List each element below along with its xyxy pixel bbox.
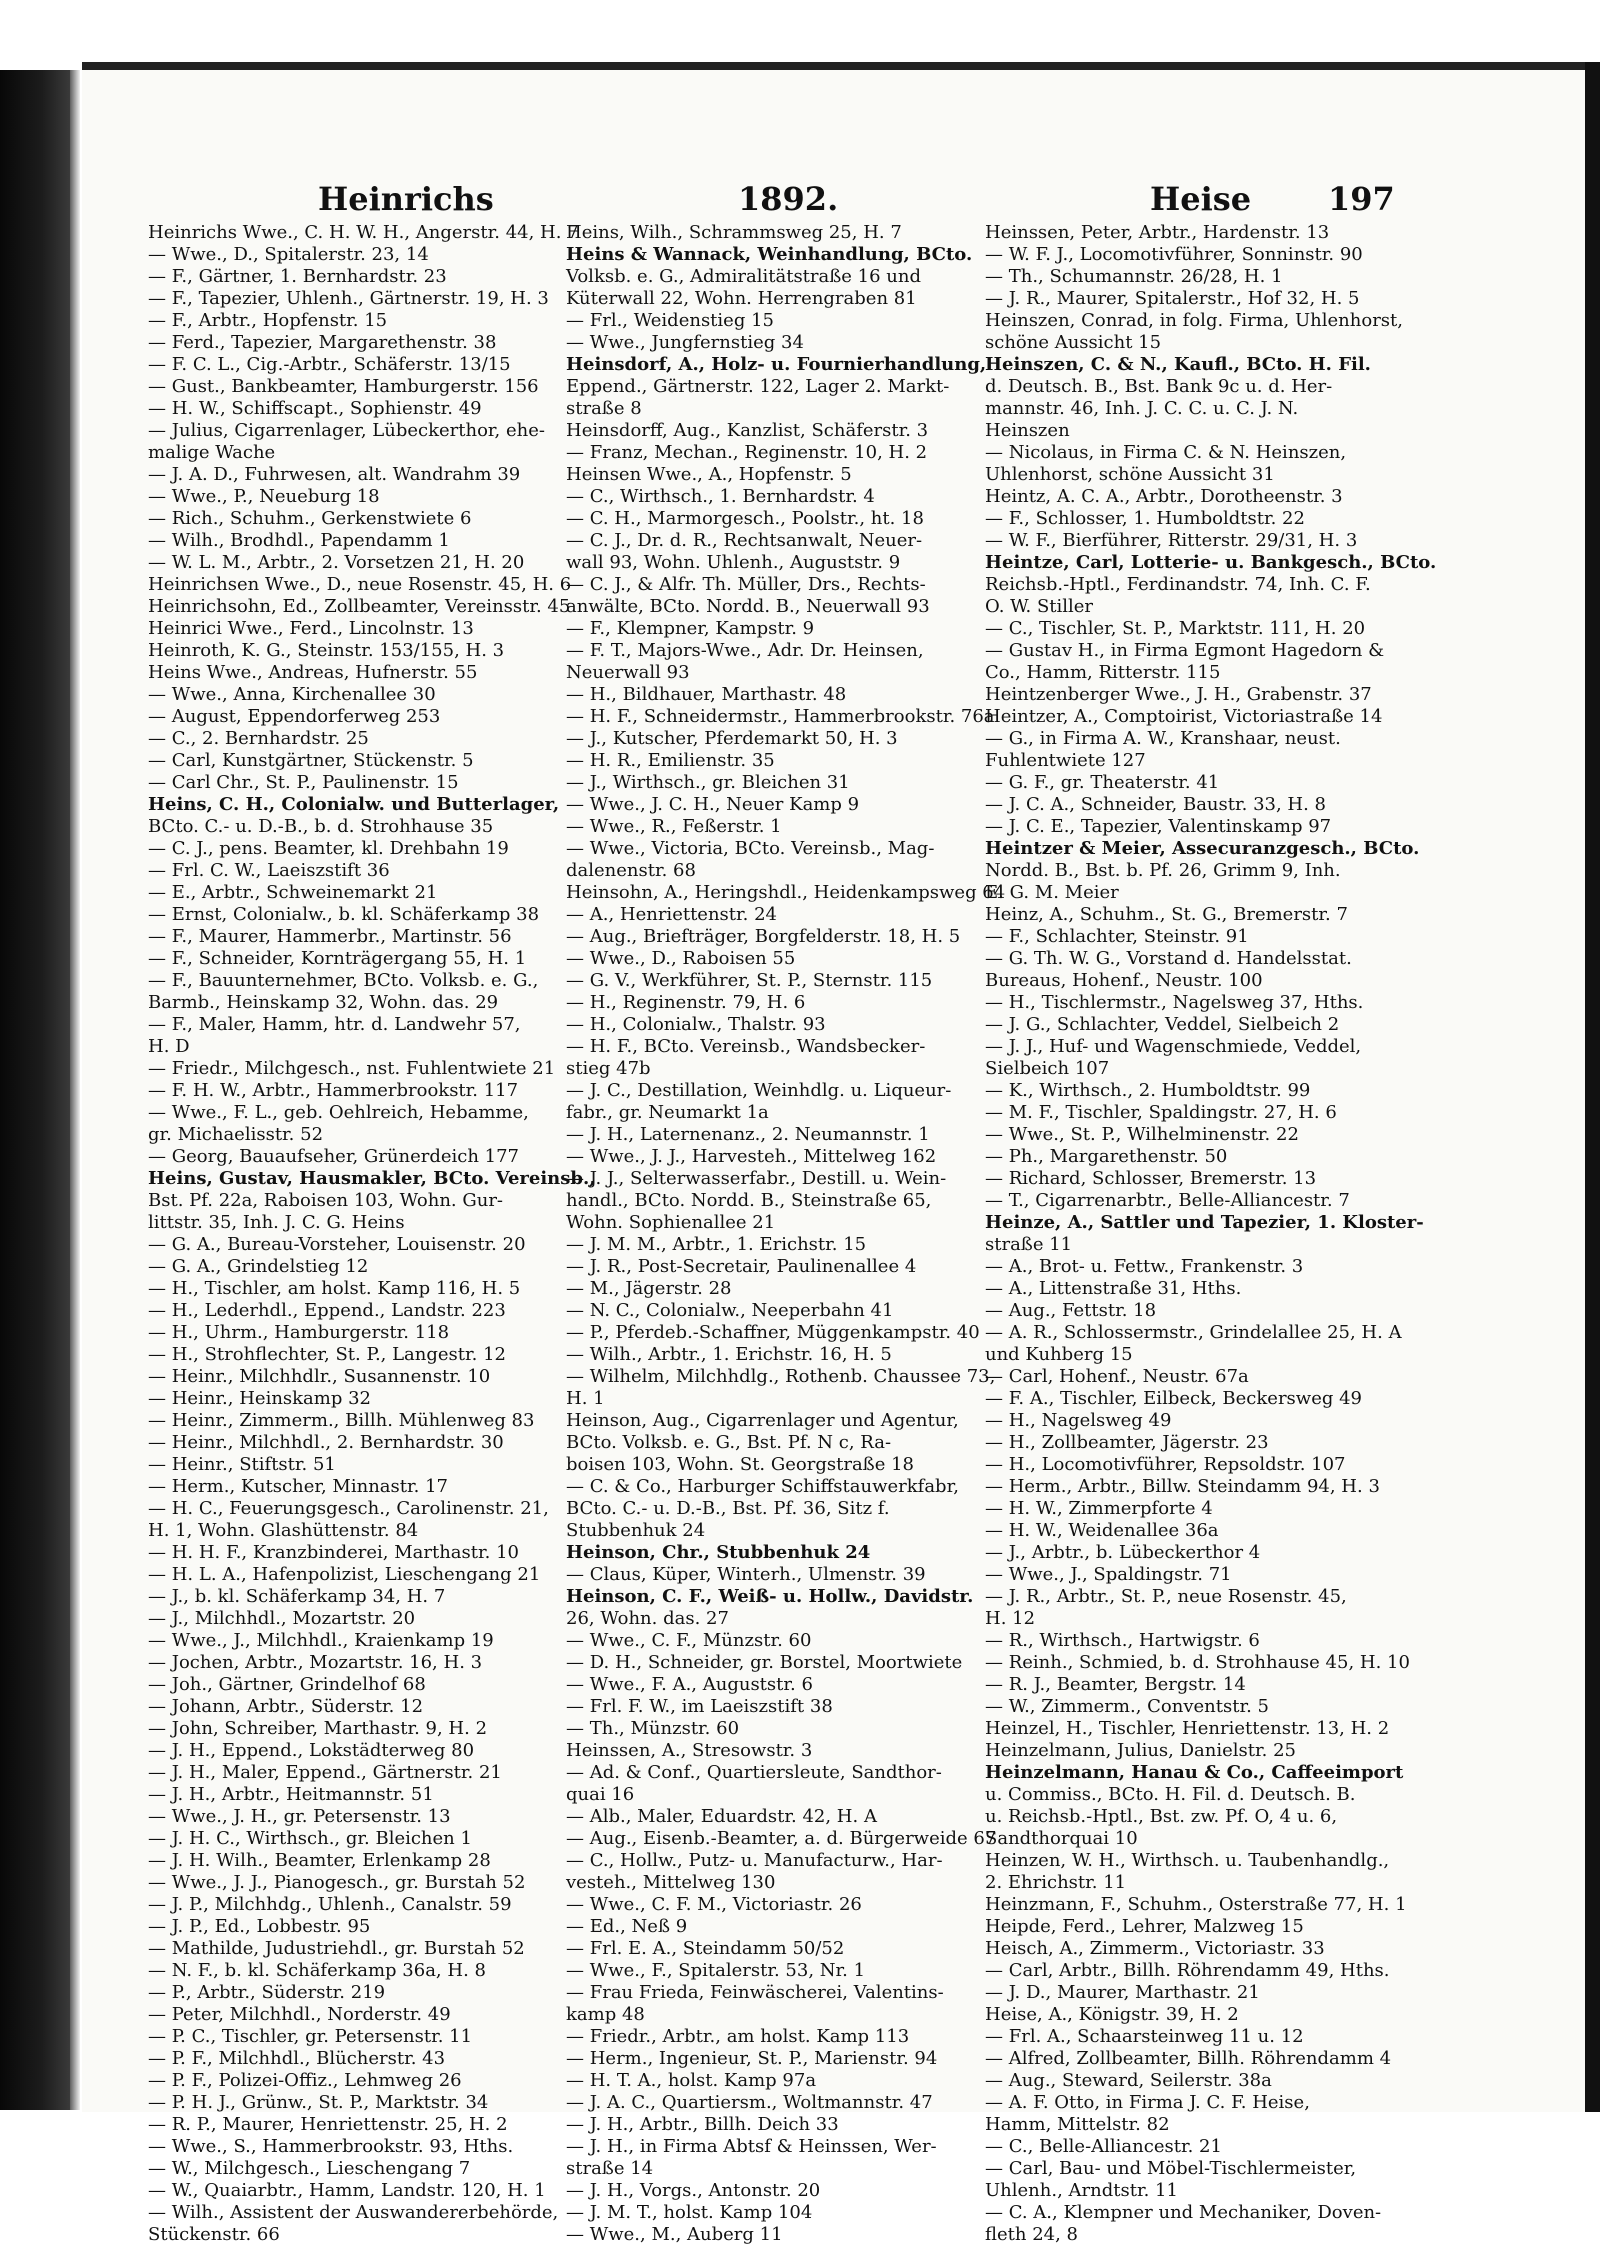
directory-entry-line: — Richard, Schlosser, Bremerstr. 13 (985, 1168, 1317, 1189)
directory-entry-line: Heinsohn, A., Heringshdl., Heidenkampsweg 64 (566, 882, 1006, 903)
directory-entry-line: — J., Milchhdl., Mozartstr. 20 (148, 1608, 416, 1629)
directory-entry-line: Küterwall 22, Wohn. Herrengraben 81 (566, 288, 917, 309)
directory-entry-line: — Aug., Fettstr. 18 (985, 1300, 1157, 1321)
directory-entry-line: — Wwe., F. A., Auguststr. 6 (566, 1674, 813, 1695)
directory-entry-line: Heins Wwe., Andreas, Hufnerstr. 55 (148, 662, 478, 683)
directory-entry-line: Heinszen, C. & N., Kaufl., BCto. H. Fil. (985, 354, 1371, 375)
directory-entry-line: — J. C., Destillation, Weinhdlg. u. Liqueur- (566, 1080, 952, 1101)
directory-entry-line: — P., Arbtr., Süderstr. 219 (148, 1982, 386, 2003)
directory-column-left (148, 222, 596, 2246)
directory-entry-line: kamp 48 (566, 2004, 645, 2025)
directory-entry-line: — Franz, Mechan., Reginenstr. 10, H. 2 (566, 442, 928, 463)
directory-entry-line: — Frl., Weidenstieg 15 (566, 310, 774, 331)
page-right-frame (1585, 62, 1600, 2112)
directory-entry-line: — Julius, Cigarrenlager, Lübeckerthor, ehe- (148, 420, 545, 441)
directory-entry-line: — Ad. & Conf., Quartiersleute, Sandthor- (566, 1762, 942, 1783)
directory-entry-line: Heinrichsen Wwe., D., neue Rosenstr. 45, H. 6 (148, 574, 572, 595)
directory-entry-line: Bureaus, Hohenf., Neustr. 100 (985, 970, 1263, 991)
directory-entry-line: — Wwe., J., Spaldingstr. 71 (985, 1564, 1232, 1585)
directory-entry-line: Barmb., Heinskamp 32, Wohn. das. 29 (148, 992, 499, 1013)
directory-entry-line: — J. H. C., Wirthsch., gr. Bleichen 1 (148, 1828, 472, 1849)
directory-entry-line: — C. J., pens. Beamter, kl. Drehbahn 19 (148, 838, 509, 859)
directory-entry-line: — Frl. A., Schaarsteinweg 11 u. 12 (985, 2026, 1304, 2047)
directory-entry-line: — J. H., Maler, Eppend., Gärtnerstr. 21 (148, 1762, 502, 1783)
directory-entry-line: — K., Wirthsch., 2. Humboldtstr. 99 (985, 1080, 1311, 1101)
directory-entry-line: — Wwe., D., Raboisen 55 (566, 948, 796, 969)
directory-entry-line: — Peter, Milchhdl., Norderstr. 49 (148, 2004, 451, 2025)
directory-entry-line: — Claus, Küper, Winterh., Ulmenstr. 39 (566, 1564, 926, 1585)
directory-entry-line: — J. H. Wilh., Beamter, Erlenkamp 28 (148, 1850, 491, 1871)
directory-entry-line: Heinzel, H., Tischler, Henriettenstr. 13, H. 2 (985, 1718, 1390, 1739)
directory-entry-line: — F., Tapezier, Uhlenh., Gärtnerstr. 19, H. 3 (148, 288, 549, 309)
directory-entry-line: 2. Ehrichstr. 11 (985, 1872, 1127, 1893)
directory-entry-line: — H., Reginenstr. 79, H. 6 (566, 992, 806, 1013)
directory-entry-line: — F., Maurer, Hammerbr., Martinstr. 56 (148, 926, 512, 947)
directory-entry-line: u. Commiss., BCto. H. Fil. d. Deutsch. B. (985, 1784, 1356, 1805)
directory-entry-line: Heinze, A., Sattler und Tapezier, 1. Kloster- (985, 1212, 1424, 1233)
directory-entry-line: — J. A. D., Fuhrwesen, alt. Wandrahm 39 (148, 464, 521, 485)
directory-entry-line: Heins, Gustav, Hausmakler, BCto. Vereinsb., (148, 1168, 596, 1189)
directory-entry-line: — Wilh., Assistent der Auswandererbehörde, (148, 2202, 559, 2223)
directory-entry-line: wall 93, Wohn. Uhlenh., Auguststr. 9 (566, 552, 901, 573)
directory-entry-line: — Wwe., Anna, Kirchenallee 30 (148, 684, 436, 705)
directory-entry-line: — A., Henriettenstr. 24 (566, 904, 777, 925)
directory-entry-line: — J. R., Arbtr., St. P., neue Rosenstr. 45, (985, 1586, 1347, 1607)
directory-entry-line: — Aug., Steward, Seilerstr. 38a (985, 2070, 1272, 2091)
directory-entry-line: BCto. Volksb. e. G., Bst. Pf. N c, Ra- (566, 1432, 892, 1453)
directory-column-right (985, 222, 1437, 2246)
directory-entry-line: — J., Arbtr., b. Lübeckerthor 4 (985, 1542, 1261, 1563)
directory-entry-line: Heinrici Wwe., Ferd., Lincolnstr. 13 (148, 618, 474, 639)
directory-entry-line: — Carl, Kunstgärtner, Stückenstr. 5 (148, 750, 474, 771)
directory-entry-line: — F. C. L., Cig.-Arbtr., Schäferstr. 13/15 (148, 354, 511, 375)
directory-entry-line: — Rich., Schuhm., Gerkenstwiete 6 (148, 508, 472, 529)
directory-entry-line: H. 1, Wohn. Glashüttenstr. 84 (148, 1520, 419, 1541)
directory-entry-line: Volksb. e. G., Admiralitätstraße 16 und (566, 266, 921, 287)
directory-entry-line: — F. T., Majors-Wwe., Adr. Dr. Heinsen, (566, 640, 924, 661)
directory-entry-line: Hamm, Mittelstr. 82 (985, 2114, 1170, 2135)
directory-entry-line: — Wilh., Arbtr., 1. Erichstr. 16, H. 5 (566, 1344, 892, 1365)
directory-entry-line: — R., Wirthsch., Hartwigstr. 6 (985, 1630, 1260, 1651)
directory-entry-line: — Wwe., P., Neueburg 18 (148, 486, 380, 507)
directory-entry-line: — C. A., Klempner und Mechaniker, Doven- (985, 2202, 1382, 2223)
directory-entry-line: — W. F., Bierführer, Ritterstr. 29/31, H. 3 (985, 530, 1358, 551)
directory-entry-line: Sandthorquai 10 (985, 1828, 1138, 1849)
directory-entry-line: — Frau Frieda, Feinwäscherei, Valentins- (566, 1982, 944, 2003)
directory-entry-line: Wohn. Sophienallee 21 (566, 1212, 776, 1233)
directory-entry-line: — Wwe., S., Hammerbrookstr. 93, Hths. (148, 2136, 514, 2157)
directory-entry-line: — H., Bildhauer, Marthastr. 48 (566, 684, 847, 705)
directory-entry-line: — F., Arbtr., Hopfenstr. 15 (148, 310, 388, 331)
directory-entry-line: — J. H., Arbtr., Heitmannstr. 51 (148, 1784, 434, 1805)
directory-entry-line: — P. F., Polizei-Offiz., Lehmweg 26 (148, 2070, 462, 2091)
directory-entry-line: — G. V., Werkführer, St. P., Sternstr. 115 (566, 970, 933, 991)
directory-entry-line: Heinzmann, F., Schuhm., Osterstraße 77, H. 1 (985, 1894, 1407, 1915)
directory-entry-line: — Th., Münzstr. 60 (566, 1718, 740, 1739)
directory-column-middle (566, 222, 1006, 2246)
directory-entry-line: anwälte, BCto. Nordd. B., Neuerwall 93 (566, 596, 930, 617)
directory-entry-line: — John, Schreiber, Marthastr. 9, H. 2 (148, 1718, 488, 1739)
directory-entry-line: — F. A., Tischler, Eilbeck, Beckersweg 49 (985, 1388, 1362, 1409)
directory-entry-line: — F., Schlosser, 1. Humboldtstr. 22 (985, 508, 1305, 529)
directory-entry-line: Heinz, A., Schuhm., St. G., Bremerstr. 7 (985, 904, 1348, 925)
directory-entry-line: Heins & Wannack, Weinhandlung, BCto. (566, 244, 973, 265)
directory-entry-line: — Heinr., Milchhdlr., Susannenstr. 10 (148, 1366, 491, 1387)
directory-entry-line: — G., in Firma A. W., Kranshaar, neust. (985, 728, 1341, 749)
directory-entry-line: — August, Eppendorferweg 253 (148, 706, 441, 727)
directory-entry-line: Heinzen, W. H., Wirthsch. u. Taubenhandlg., (985, 1850, 1390, 1871)
directory-entry-line: — Heinr., Zimmerm., Billh. Mühlenweg 83 (148, 1410, 535, 1431)
directory-entry-line: H. 12 (985, 1608, 1036, 1629)
directory-entry-line: — P. H. J., Grünw., St. P., Marktstr. 34 (148, 2092, 489, 2113)
directory-entry-line: — Carl, Arbtr., Billh. Röhrendamm 49, Hths. (985, 1960, 1390, 1981)
directory-entry-line: — F., Schneider, Kornträgergang 55, H. 1 (148, 948, 527, 969)
directory-entry-line: — J. J., Selterwasserfabr., Destill. u. Wein- (566, 1168, 947, 1189)
directory-entry-line: — J. M. M., Arbtr., 1. Erichstr. 15 (566, 1234, 867, 1255)
directory-entry-line: — J. C. E., Tapezier, Valentinskamp 97 (985, 816, 1332, 837)
directory-entry-line: — H. W., Schiffscapt., Sophienstr. 49 (148, 398, 482, 419)
page-top-edge (82, 62, 1585, 70)
directory-entry-line: Eppend., Gärtnerstr. 122, Lager 2. Markt- (566, 376, 950, 397)
directory-entry-line: — Nicolaus, in Firma C. & N. Heinszen, (985, 442, 1347, 463)
directory-entry-line: Heinson, Chr., Stubbenhuk 24 (566, 1542, 871, 1563)
directory-entry-line: Heisch, A., Zimmerm., Victoriastr. 33 (985, 1938, 1325, 1959)
directory-entry-line: — Herm., Kutscher, Minnastr. 17 (148, 1476, 448, 1497)
directory-entry-line: — P. C., Tischler, gr. Petersenstr. 11 (148, 2026, 473, 2047)
running-head-year: 1892. (738, 180, 839, 218)
directory-entry-line: — Frl. E. A., Steindamm 50/52 (566, 1938, 845, 1959)
directory-entry-line: — Mathilde, Judustriehdl., gr. Burstah 52 (148, 1938, 525, 1959)
running-head-left: Heinrichs (318, 180, 494, 218)
directory-entry-line: — H., Colonialw., Thalstr. 93 (566, 1014, 826, 1035)
directory-entry-line: — Frl. C. W., Laeiszstift 36 (148, 860, 390, 881)
directory-entry-line: — Wwe., D., Spitalerstr. 23, 14 (148, 244, 429, 265)
directory-entry-line: Heinsdorf, A., Holz- u. Fournierhandlung, (566, 354, 987, 375)
directory-entry-line: — E., Arbtr., Schweinemarkt 21 (148, 882, 438, 903)
directory-entry-line: — H., Locomotivführer, Repsoldstr. 107 (985, 1454, 1346, 1475)
directory-entry-line: Bst. Pf. 22a, Raboisen 103, Wohn. Gur- (148, 1190, 504, 1211)
directory-entry-line: — H., Strohflechter, St. P., Langestr. 12 (148, 1344, 507, 1365)
directory-entry-line: — Joh., Gärtner, Grindelhof 68 (148, 1674, 426, 1695)
directory-entry-line: — Jochen, Arbtr., Mozartstr. 16, H. 3 (148, 1652, 483, 1673)
directory-entry-line: — P., Pferdeb.-Schaffner, Müggenkampstr. 40 (566, 1322, 980, 1343)
directory-entry-line: — G. Th. W. G., Vorstand d. Handelsstat. (985, 948, 1352, 969)
directory-entry-line: straße 14 (566, 2158, 654, 2179)
directory-entry-line: — C., 2. Bernhardstr. 25 (148, 728, 369, 749)
directory-entry-line: Heinsdorff, Aug., Kanzlist, Schäferstr. 3 (566, 420, 929, 441)
book-binding-shadow (0, 70, 70, 2110)
directory-entry-line: — Ernst, Colonialw., b. kl. Schäferkamp 38 (148, 904, 540, 925)
directory-entry-line: Reichsb.-Hptl., Ferdinandstr. 74, Inh. C. F. (985, 574, 1371, 595)
directory-entry-line: BCto. C.- u. D.-B., b. d. Strohhause 35 (148, 816, 494, 837)
directory-entry-line: — N. C., Colonialw., Neeperbahn 41 (566, 1300, 894, 1321)
directory-entry-line: — R. P., Maurer, Henriettenstr. 25, H. 2 (148, 2114, 508, 2135)
directory-entry-line: — Aug., Eisenb.-Beamter, a. d. Bürgerweide 67 (566, 1828, 997, 1849)
directory-entry-line: Heise, A., Königstr. 39, H. 2 (985, 2004, 1239, 2025)
directory-entry-line: — Wwe., C. F., Münzstr. 60 (566, 1630, 812, 1651)
directory-entry-line: — H., Nagelsweg 49 (985, 1410, 1172, 1431)
directory-entry-line: — Gust., Bankbeamter, Hamburgerstr. 156 (148, 376, 539, 397)
directory-entry-line: BCto. C.- u. D.-B., Bst. Pf. 36, Sitz f. (566, 1498, 890, 1519)
directory-entry-line: — Wwe., F., Spitalerstr. 53, Nr. 1 (566, 1960, 866, 1981)
directory-entry-line: — C. & Co., Harburger Schiffstauwerkfabr, (566, 1476, 959, 1497)
directory-entry-line: — C. H., Marmorgesch., Poolstr., ht. 18 (566, 508, 924, 529)
directory-entry-line: — Wwe., C. F. M., Victoriastr. 26 (566, 1894, 862, 1915)
directory-entry-line: — H. T. A., holst. Kamp 97a (566, 2070, 817, 2091)
directory-entry-line: Heinszen, Conrad, in folg. Firma, Uhlenhorst, (985, 310, 1403, 331)
directory-entry-line: — F., Gärtner, 1. Bernhardstr. 23 (148, 266, 447, 287)
directory-entry-line: — Th., Schumannstr. 26/28, H. 1 (985, 266, 1283, 287)
directory-entry-line: — Friedr., Arbtr., am holst. Kamp 113 (566, 2026, 910, 2047)
directory-entry-line: — H. C., Feuerungsgesch., Carolinenstr. 21, (148, 1498, 549, 1519)
directory-entry-line: Heinson, C. F., Weiß- u. Hollw., Davidstr. (566, 1586, 974, 1607)
directory-entry-line: — Georg, Bauaufseher, Grünerdeich 177 (148, 1146, 520, 1167)
directory-entry-line: — F., Schlachter, Steinstr. 91 (985, 926, 1249, 947)
directory-entry-line: — J. H., Vorgs., Antonstr. 20 (566, 2180, 821, 2201)
running-head-right: Heise (1150, 180, 1252, 218)
directory-entry-line: — Herm., Arbtr., Billw. Steindamm 94, H. 3 (985, 1476, 1380, 1497)
directory-entry-line: u. Reichsb.-Hptl., Bst. zw. Pf. O, 4 u. 6, (985, 1806, 1338, 1827)
directory-entry-line: — C., Wirthsch., 1. Bernhardstr. 4 (566, 486, 875, 507)
directory-entry-line: — J. H., Laternenanz., 2. Neumannstr. 1 (566, 1124, 930, 1145)
directory-entry-line: — J. J., Huf- und Wagenschmiede, Veddel, (985, 1036, 1362, 1057)
directory-entry-line: Heinsen Wwe., A., Hopfenstr. 5 (566, 464, 852, 485)
directory-entry-line: — F., Klempner, Kampstr. 9 (566, 618, 815, 639)
directory-entry-line: — Heinr., Heinskamp 32 (148, 1388, 372, 1409)
directory-entry-line: — W. F. J., Locomotivführer, Sonninstr. 90 (985, 244, 1363, 265)
directory-entry-line: fabr., gr. Neumarkt 1a (566, 1102, 769, 1123)
directory-entry-line: — C., Hollw., Putz- u. Manufacturw., Har- (566, 1850, 943, 1871)
directory-entry-line: dalenenstr. 68 (566, 860, 696, 881)
directory-entry-line: — J. M. T., holst. Kamp 104 (566, 2202, 813, 2223)
directory-entry-line: — Aug., Briefträger, Borgfelderstr. 18, H. 5 (566, 926, 961, 947)
directory-entry-line: — Ferd., Tapezier, Margarethenstr. 38 (148, 332, 497, 353)
directory-entry-line: — M., Jägerstr. 28 (566, 1278, 732, 1299)
directory-entry-line: — A. F. Otto, in Firma J. C. F. Heise, (985, 2092, 1310, 2113)
directory-entry-line: Heipde, Ferd., Lehrer, Malzweg 15 (985, 1916, 1304, 1937)
directory-entry-line: — N. F., b. kl. Schäferkamp 36a, H. 8 (148, 1960, 486, 1981)
directory-entry-line: Heintzenberger Wwe., J. H., Grabenstr. 37 (985, 684, 1372, 705)
directory-entry-line: — J., b. kl. Schäferkamp 34, H. 7 (148, 1586, 446, 1607)
directory-entry-line: — A., Littenstraße 31, Hths. (985, 1278, 1242, 1299)
directory-entry-line: — Frl. F. W., im Laeiszstift 38 (566, 1696, 833, 1717)
directory-entry-line: — J. P., Ed., Lobbestr. 95 (148, 1916, 371, 1937)
directory-entry-line: — F., Maler, Hamm, htr. d. Landwehr 57, (148, 1014, 521, 1035)
directory-entry-line: Heintze, Carl, Lotterie- u. Bankgesch., BCto. (985, 552, 1437, 573)
directory-entry-line: — Wwe., J., Milchhdl., Kraienkamp 19 (148, 1630, 494, 1651)
directory-entry-line: und Kuhberg 15 (985, 1344, 1133, 1365)
directory-entry-line: — H., Tischlermstr., Nagelsweg 37, Hths. (985, 992, 1364, 1013)
page-number: 197 (1328, 180, 1395, 218)
directory-entry-line: — M. F., Tischler, Spaldingstr. 27, H. 6 (985, 1102, 1337, 1123)
directory-entry-line: — Wwe., J. J., Harvesteh., Mittelweg 162 (566, 1146, 937, 1167)
directory-entry-line: — Wwe., F. L., geb. Oehlreich, Hebamme, (148, 1102, 529, 1123)
directory-entry-line: — J. P., Milchhdg., Uhlenh., Canalstr. 59 (148, 1894, 512, 1915)
directory-entry-line: — Carl, Hohenf., Neustr. 67a (985, 1366, 1249, 1387)
directory-entry-line: — H. H. F., Kranzbinderei, Marthastr. 10 (148, 1542, 519, 1563)
directory-entry-line: — H. R., Emilienstr. 35 (566, 750, 775, 771)
directory-entry-line: — H., Uhrm., Hamburgerstr. 118 (148, 1322, 450, 1343)
directory-entry-line: Nordd. B., Bst. b. Pf. 26, Grimm 9, Inh. (985, 860, 1341, 881)
directory-entry-line: gr. Michaelisstr. 52 (148, 1124, 324, 1145)
directory-entry-line: E. G. M. Meier (985, 882, 1119, 903)
directory-entry-line: — Carl Chr., St. P., Paulinenstr. 15 (148, 772, 459, 793)
directory-entry-line: — A. R., Schlossermstr., Grindelallee 25, H. A (985, 1322, 1402, 1343)
directory-entry-line: H. 1 (566, 1388, 605, 1409)
directory-entry-line: — P. F., Milchhdl., Blücherstr. 43 (148, 2048, 446, 2069)
directory-entry-line: — G. F., gr. Theaterstr. 41 (985, 772, 1220, 793)
directory-entry-line: littstr. 35, Inh. J. C. G. Heins (148, 1212, 405, 1233)
directory-entry-line: — J. D., Maurer, Marthastr. 21 (985, 1982, 1260, 2003)
directory-entry-line: — Wwe., R., Feßerstr. 1 (566, 816, 782, 837)
directory-entry-line: Co., Hamm, Ritterstr. 115 (985, 662, 1221, 683)
directory-entry-line: — J., Wirthsch., gr. Bleichen 31 (566, 772, 850, 793)
directory-entry-line: Heins, Wilh., Schrammsweg 25, H. 7 (566, 222, 902, 243)
directory-entry-line: — Alb., Maler, Eduardstr. 42, H. A (566, 1806, 877, 1827)
directory-entry-line: handl., BCto. Nordd. B., Steinstraße 65, (566, 1190, 932, 1211)
directory-entry-line: — T., Cigarrenarbtr., Belle-Alliancestr. 7 (985, 1190, 1350, 1211)
directory-entry-line: — Wwe., Victoria, BCto. Vereinsb., Mag- (566, 838, 935, 859)
directory-entry-line: Stubbenhuk 24 (566, 1520, 706, 1541)
directory-entry-line: Heinzelmann, Julius, Danielstr. 25 (985, 1740, 1296, 1761)
directory-entry-line: Uhlenh., Arndtstr. 11 (985, 2180, 1178, 2201)
directory-entry-line: Heinson, Aug., Cigarrenlager und Agentur, (566, 1410, 959, 1431)
directory-entry-line: — W., Zimmerm., Conventstr. 5 (985, 1696, 1269, 1717)
directory-entry-line: straße 8 (566, 398, 642, 419)
directory-entry-line: — J. R., Post-Secretair, Paulinenallee 4 (566, 1256, 917, 1277)
directory-entry-line: Heinrichsohn, Ed., Zollbeamter, Vereinsstr. 45 (148, 596, 571, 617)
directory-entry-line: — Wwe., J. H., gr. Petersenstr. 13 (148, 1806, 451, 1827)
directory-entry-line: Heintzer & Meier, Assecuranzgesch., BCto. (985, 838, 1420, 859)
directory-entry-line: d. Deutsch. B., Bst. Bank 9c u. d. Her- (985, 376, 1333, 397)
directory-entry-line: malige Wache (148, 442, 276, 463)
directory-entry-line: — Friedr., Milchgesch., nst. Fuhlentwiete 21 (148, 1058, 556, 1079)
directory-entry-line: — R. J., Beamter, Bergstr. 14 (985, 1674, 1246, 1695)
directory-entry-line: — Wwe., Jungfernstieg 34 (566, 332, 804, 353)
directory-entry-line: — H., Lederhdl., Eppend., Landstr. 223 (148, 1300, 506, 1321)
directory-entry-line: — Johann, Arbtr., Süderstr. 12 (148, 1696, 424, 1717)
directory-entry-line: boisen 103, Wohn. St. Georgstraße 18 (566, 1454, 914, 1475)
directory-entry-line: — Heinr., Milchhdl., 2. Bernhardstr. 30 (148, 1432, 504, 1453)
directory-entry-line: quai 16 (566, 1784, 635, 1805)
directory-entry-line: — Carl, Bau- und Möbel-Tischlermeister, (985, 2158, 1357, 2179)
directory-entry-line: Heintzer, A., Comptoirist, Victoriastraße 14 (985, 706, 1383, 727)
directory-entry-line: — Ed., Neß 9 (566, 1916, 688, 1937)
directory-entry-line: Fuhlentwiete 127 (985, 750, 1146, 771)
directory-entry-line: — G. A., Bureau-Vorsteher, Louisenstr. 20 (148, 1234, 526, 1255)
directory-entry-line: — H. W., Weidenallee 36a (985, 1520, 1219, 1541)
directory-entry-line: Heinszen (985, 420, 1070, 441)
directory-entry-line: — Herm., Ingenieur, St. P., Marienstr. 94 (566, 2048, 938, 2069)
directory-entry-line: schöne Aussicht 15 (985, 332, 1162, 353)
directory-entry-line: — C. J., & Alfr. Th. Müller, Drs., Rechts- (566, 574, 926, 595)
directory-entry-line: — W., Quaiarbtr., Hamm, Landstr. 120, H. 1 (148, 2180, 546, 2201)
directory-entry-line: — J. A. C., Quartiersm., Woltmannstr. 47 (566, 2092, 933, 2113)
directory-entry-line: — F. H. W., Arbtr., Hammerbrookstr. 117 (148, 1080, 519, 1101)
directory-entry-line: — Gustav H., in Firma Egmont Hagedorn & (985, 640, 1385, 661)
directory-entry-line: Sielbeich 107 (985, 1058, 1110, 1079)
directory-entry-line: — H. L. A., Hafenpolizist, Lieschengang 21 (148, 1564, 541, 1585)
directory-entry-line: — C. J., Dr. d. R., Rechtsanwalt, Neuer- (566, 530, 923, 551)
directory-entry-line: — J. C. A., Schneider, Baustr. 33, H. 8 (985, 794, 1327, 815)
directory-entry-line: straße 11 (985, 1234, 1073, 1255)
directory-entry-line: Stückenstr. 66 (148, 2224, 280, 2245)
directory-entry-line: mannstr. 46, Inh. J. C. C. u. C. J. N. (985, 398, 1299, 419)
directory-entry-line: — Wwe., M., Auberg 11 (566, 2224, 783, 2245)
directory-entry-line: — H., Tischler, am holst. Kamp 116, H. 5 (148, 1278, 521, 1299)
directory-entry-line: Uhlenhorst, schöne Aussicht 31 (985, 464, 1275, 485)
directory-entry-line: — F., Bauunternehmer, BCto. Volksb. e. G., (148, 970, 539, 991)
directory-entry-line: — H. F., BCto. Vereinsb., Wandsbecker- (566, 1036, 926, 1057)
directory-entry-line: — Wilhelm, Milchhdlg., Rothenb. Chaussee 73, (566, 1366, 996, 1387)
directory-entry-line: — J. H., Eppend., Lokstädterweg 80 (148, 1740, 475, 1761)
directory-entry-line: — D. H., Schneider, gr. Borstel, Moortwiete (566, 1652, 963, 1673)
directory-entry-line: Heintz, A. C. A., Arbtr., Dorotheenstr. 3 (985, 486, 1343, 507)
directory-entry-line: — J. H., Arbtr., Billh. Deich 33 (566, 2114, 839, 2135)
directory-entry-line: Heinssen, A., Stresowstr. 3 (566, 1740, 813, 1761)
directory-entry-line: — H. F., Schneidermstr., Hammerbrookstr. 76a (566, 706, 995, 727)
directory-entry-line: 26, Wohn. das. 27 (566, 1608, 729, 1629)
directory-entry-line: — Ph., Margarethenstr. 50 (985, 1146, 1228, 1167)
directory-entry-line: Neuerwall 93 (566, 662, 690, 683)
page-gutter (70, 70, 80, 2110)
directory-entry-line: — W., Milchgesch., Lieschengang 7 (148, 2158, 471, 2179)
directory-entry-line: — A., Brot- u. Fettw., Frankenstr. 3 (985, 1256, 1304, 1277)
directory-entry-line: Heinzelmann, Hanau & Co., Caffeeimport (985, 1762, 1404, 1783)
directory-entry-line: — J. H., in Firma Abtsf & Heinssen, Wer- (566, 2136, 937, 2157)
directory-entry-line: O. W. Stiller (985, 596, 1094, 617)
directory-entry-line: — W. L. M., Arbtr., 2. Vorsetzen 21, H. 20 (148, 552, 525, 573)
directory-entry-line: — Wwe., J. C. H., Neuer Kamp 9 (566, 794, 860, 815)
directory-entry-line: — Wilh., Brodhdl., Papendamm 1 (148, 530, 450, 551)
directory-entry-line: — J. R., Maurer, Spitalerstr., Hof 32, H. 5 (985, 288, 1360, 309)
directory-entry-line: — Wwe., St. P., Wilhelminenstr. 22 (985, 1124, 1299, 1145)
directory-entry-line: — Wwe., J. J., Pianogesch., gr. Burstah 52 (148, 1872, 526, 1893)
directory-entry-line: stieg 47b (566, 1058, 651, 1079)
directory-entry-line: — Heinr., Stiftstr. 51 (148, 1454, 336, 1475)
directory-entry-line: — Alfred, Zollbeamter, Billh. Röhrendamm 4 (985, 2048, 1392, 2069)
directory-entry-line: Heinssen, Peter, Arbtr., Hardenstr. 13 (985, 222, 1330, 243)
directory-entry-line: — C., Belle-Alliancestr. 21 (985, 2136, 1222, 2157)
directory-entry-line: — H. W., Zimmerpforte 4 (985, 1498, 1213, 1519)
directory-entry-line: — Reinh., Schmied, b. d. Strohhause 45, H. 10 (985, 1652, 1410, 1673)
directory-entry-line: — J., Kutscher, Pferdemarkt 50, H. 3 (566, 728, 898, 749)
directory-entry-line: — H., Zollbeamter, Jägerstr. 23 (985, 1432, 1269, 1453)
directory-entry-line: Heinrichs Wwe., C. H. W. H., Angerstr. 44, H. 7 (148, 222, 579, 243)
directory-entry-line: fleth 24, 8 (985, 2224, 1079, 2245)
directory-entry-line: — J. G., Schlachter, Veddel, Sielbeich 2 (985, 1014, 1340, 1035)
directory-entry-line: vesteh., Mittelweg 130 (566, 1872, 776, 1893)
directory-entry-line: — C., Tischler, St. P., Marktstr. 111, H. 20 (985, 618, 1366, 639)
directory-entry-line: Heins, C. H., Colonialw. und Butterlager, (148, 794, 560, 815)
directory-entry-line: H. D (148, 1036, 190, 1057)
directory-entry-line: — G. A., Grindelstieg 12 (148, 1256, 369, 1277)
directory-entry-line: Heinroth, K. G., Steinstr. 153/155, H. 3 (148, 640, 505, 661)
